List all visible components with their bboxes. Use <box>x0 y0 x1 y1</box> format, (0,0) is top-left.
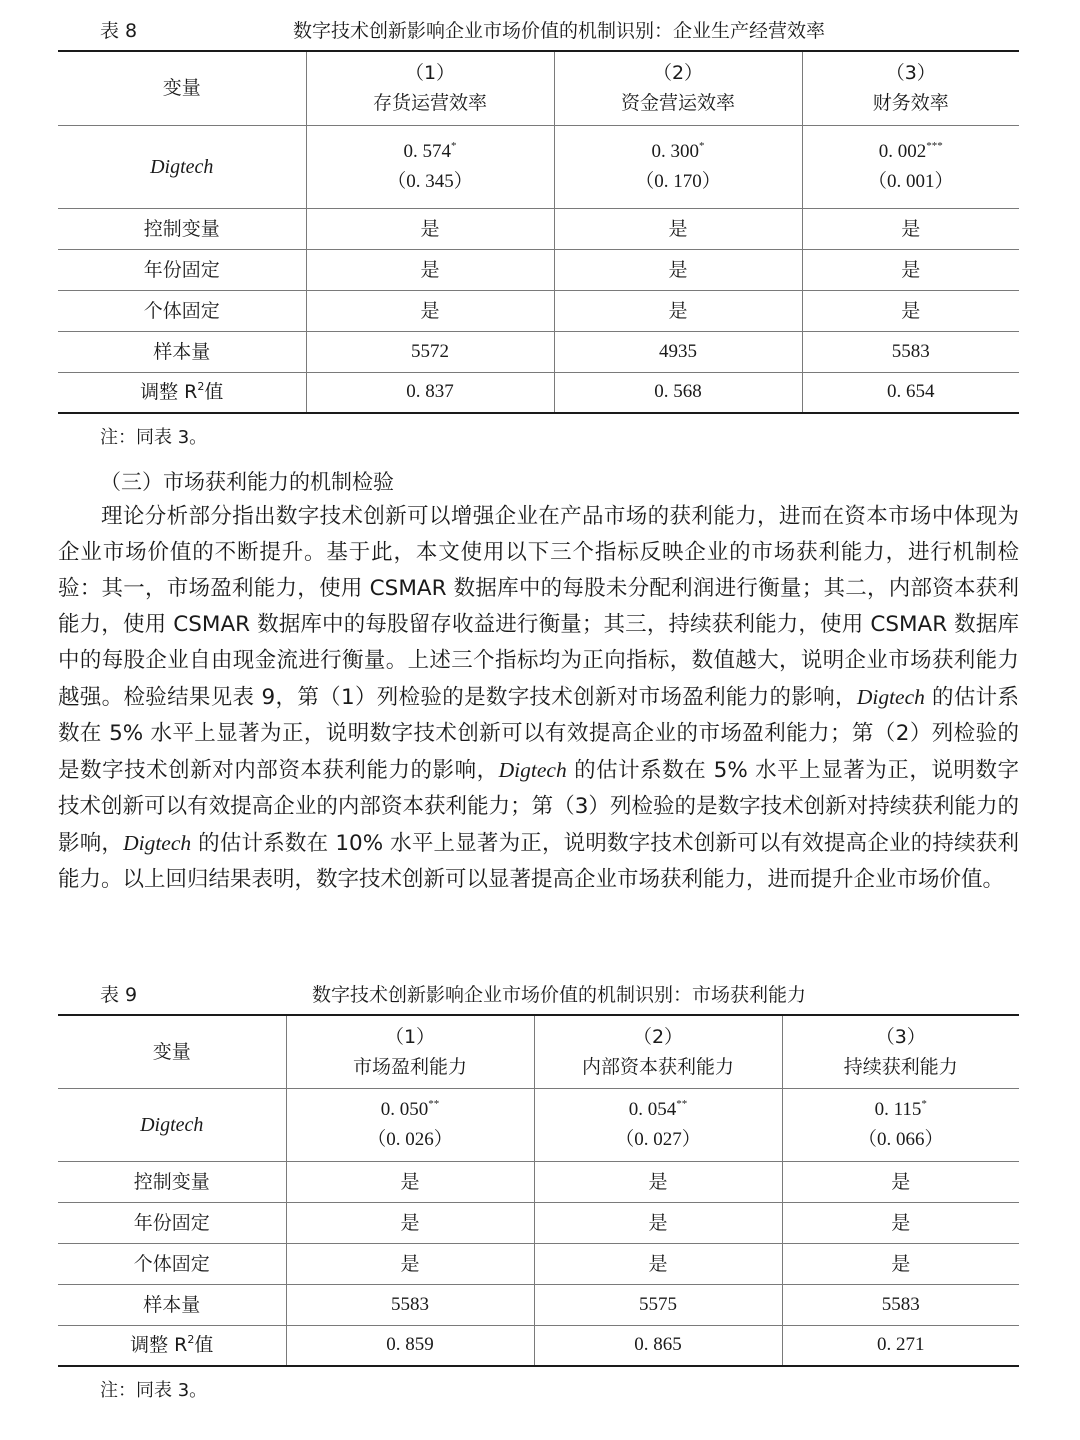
table-row <box>58 125 1019 208</box>
paragraph-text: 理论分析部分指出数字技术创新可以增强企业在产品市场的获利能力，进而在资本市场中体现为企业市场价值的不断提升。基于此，本文使用以下三个指标反映企业的市场获利能力，进行机制检验：其一，市场盈利能力，使用 CSMAR 数据库中的每股未分配利润进行衡量；其二，内部资本获利能力，使用 CSMAR 数据库中的每股留存收益进行衡量；其三，持续获利能力，使用 CSMAR 数据库中的每股企业自由现金流进行衡量。上述三个指标均为正向指标，数值越大，说明企业市场获利能力越强。检验结果见表 9，第（1）列检验的是数字技术创新对市场盈利能力的影响， <box>58 504 1019 710</box>
table-cell: 是 <box>286 1243 534 1284</box>
table8-caption <box>100 18 1018 44</box>
table-cell: 0. 865 <box>534 1325 782 1366</box>
italic-term: Digtech <box>856 685 925 709</box>
table-cell: 5583 <box>782 1284 1019 1325</box>
table-cell: 是 <box>554 249 802 290</box>
row-label: 样本量 <box>58 331 306 372</box>
table9 <box>58 1014 1019 1367</box>
paragraph-text: 的估计系数在 5% 水平上显著为正，说明数字技术创新可以有效提高企业的内部资本获利能力；第（3）列检验的是数字技术创新对持续获利能力的影响， <box>58 758 1019 856</box>
column-number: （3） <box>875 1025 926 1048</box>
table-cell: 5583 <box>286 1284 534 1325</box>
table-cell: 0. 271 <box>782 1325 1019 1366</box>
table-cell: 是 <box>802 249 1019 290</box>
std-error: （0. 026） <box>367 1128 453 1150</box>
significance-stars: * <box>921 1097 927 1110</box>
row-label: 控制变量 <box>58 208 306 249</box>
digtech-label: Digtech <box>58 125 306 208</box>
table9-label: 表 9 <box>100 984 138 1006</box>
significance-stars: ** <box>676 1097 688 1110</box>
column-name: 持续获利能力 <box>843 1055 958 1078</box>
var-header: 变量 <box>58 51 306 125</box>
r2-superscript: 2 <box>187 1333 195 1347</box>
column-number: （2） <box>632 1025 684 1048</box>
table9-caption <box>100 982 1018 1008</box>
coef-value: 0. 300 <box>651 140 699 162</box>
r2-label-text: 调整 R <box>130 1334 188 1357</box>
column-name: 财务效率 <box>872 92 949 115</box>
column-header <box>802 51 1019 125</box>
body-paragraph <box>58 499 1019 898</box>
column-number: （2） <box>652 62 704 85</box>
coef-value: 0. 050 <box>380 1098 429 1120</box>
table-header-row <box>58 51 1019 125</box>
table-row <box>58 1161 1019 1202</box>
std-error: （0. 170） <box>635 170 721 192</box>
coef-cell <box>782 1088 1019 1161</box>
table-cell: 是 <box>306 290 554 331</box>
table-row <box>58 290 1019 331</box>
table-row <box>58 1202 1019 1243</box>
table-header-row <box>58 1015 1019 1088</box>
table-cell: 是 <box>306 208 554 249</box>
column-number: （3） <box>885 62 936 85</box>
significance-stars: ** <box>428 1097 440 1110</box>
column-header <box>534 1015 782 1088</box>
table-cell: 是 <box>782 1161 1019 1202</box>
r2-label-text: 调整 R <box>140 381 198 404</box>
table-cell: 是 <box>554 208 802 249</box>
table-row <box>58 1088 1019 1161</box>
coef-cell <box>534 1088 782 1161</box>
table-cell: 是 <box>286 1202 534 1243</box>
table9-note: 注：同表 3。 <box>100 1380 208 1401</box>
row-label: 控制变量 <box>58 1161 286 1202</box>
section-heading: （三）市场获利能力的机制检验 <box>100 470 394 494</box>
row-label: 年份固定 <box>58 249 306 290</box>
significance-stars: * <box>451 139 457 152</box>
italic-term: Digtech <box>498 758 567 782</box>
paragraph-text: 的估计系数在 10% 水平上显著为正，说明数字技术创新可以有效提高企业的持续获利能力。以上回归结果表明，数字技术创新可以显著提高企业市场获利能力，进而提升企业市场价值。 <box>58 831 1019 892</box>
table-row <box>58 372 1019 413</box>
column-name: 内部资本获利能力 <box>581 1055 734 1078</box>
table-cell: 0. 837 <box>306 372 554 413</box>
paragraph-text: 的估计系数在 5% 水平上显著为正，说明数字技术创新可以有效提高企业的市场盈利能力；第（2）列检验的是数字技术创新对内部资本获利能力的影响， <box>58 685 1019 783</box>
column-name: 存货运营效率 <box>372 92 487 115</box>
coef-value: 0. 574 <box>403 140 451 162</box>
column-number: （1） <box>404 62 456 85</box>
coef-value: 0. 002 <box>878 140 927 162</box>
significance-stars: * <box>699 139 705 152</box>
table-cell: 5575 <box>534 1284 782 1325</box>
row-label: 个体固定 <box>58 1243 286 1284</box>
column-header <box>286 1015 534 1088</box>
table-cell: 5572 <box>306 331 554 372</box>
table8-label: 表 8 <box>100 20 138 42</box>
coef-cell <box>286 1088 534 1161</box>
row-label: 样本量 <box>58 1284 286 1325</box>
table-cell: 是 <box>534 1202 782 1243</box>
column-header <box>554 51 802 125</box>
table-cell: 是 <box>802 208 1019 249</box>
table-row <box>58 249 1019 290</box>
coef-cell <box>802 125 1019 208</box>
std-error: （0. 066） <box>857 1128 944 1150</box>
table-cell: 是 <box>554 290 802 331</box>
coef-value: 0. 115 <box>874 1098 922 1120</box>
table8-title: 数字技术创新影响企业市场价值的机制识别：企业生产经营效率 <box>292 20 825 42</box>
table-row <box>58 208 1019 249</box>
r2-superscript: 2 <box>197 380 205 394</box>
table-row <box>58 331 1019 372</box>
italic-term: Digtech <box>123 831 192 855</box>
std-error: （0. 001） <box>867 170 954 192</box>
table-cell: 0. 859 <box>286 1325 534 1366</box>
table-cell: 是 <box>782 1243 1019 1284</box>
r2-label-suffix: 值 <box>194 1334 214 1357</box>
table-cell: 是 <box>802 290 1019 331</box>
row-label: 个体固定 <box>58 290 306 331</box>
table-cell: 0. 654 <box>802 372 1019 413</box>
r2-label-suffix: 值 <box>204 381 224 404</box>
coef-value: 0. 054 <box>628 1098 677 1120</box>
table-cell: 0. 568 <box>554 372 802 413</box>
table8 <box>58 50 1019 414</box>
table-cell: 是 <box>534 1243 782 1284</box>
var-header: 变量 <box>58 1015 286 1088</box>
table-cell: 是 <box>306 249 554 290</box>
table-row <box>58 1284 1019 1325</box>
table-cell: 5583 <box>802 331 1019 372</box>
std-error: （0. 345） <box>387 170 473 192</box>
table-cell: 是 <box>534 1161 782 1202</box>
significance-stars: *** <box>926 139 943 152</box>
table9-title: 数字技术创新影响企业市场价值的机制识别：市场获利能力 <box>311 984 806 1006</box>
table-row <box>58 1243 1019 1284</box>
table-cell: 是 <box>286 1161 534 1202</box>
coef-cell <box>554 125 802 208</box>
column-name: 资金营运效率 <box>620 92 735 115</box>
column-number: （1） <box>384 1025 436 1048</box>
table8-note: 注：同表 3。 <box>100 427 208 448</box>
row-label: 年份固定 <box>58 1202 286 1243</box>
table-cell: 是 <box>782 1202 1019 1243</box>
column-header <box>782 1015 1019 1088</box>
table-cell: 4935 <box>554 331 802 372</box>
column-header <box>306 51 554 125</box>
r2-label <box>58 372 306 413</box>
r2-label <box>58 1325 286 1366</box>
digtech-label: Digtech <box>58 1088 286 1161</box>
column-name: 市场盈利能力 <box>352 1055 467 1078</box>
std-error: （0. 027） <box>615 1128 701 1150</box>
table-row <box>58 1325 1019 1366</box>
coef-cell <box>306 125 554 208</box>
